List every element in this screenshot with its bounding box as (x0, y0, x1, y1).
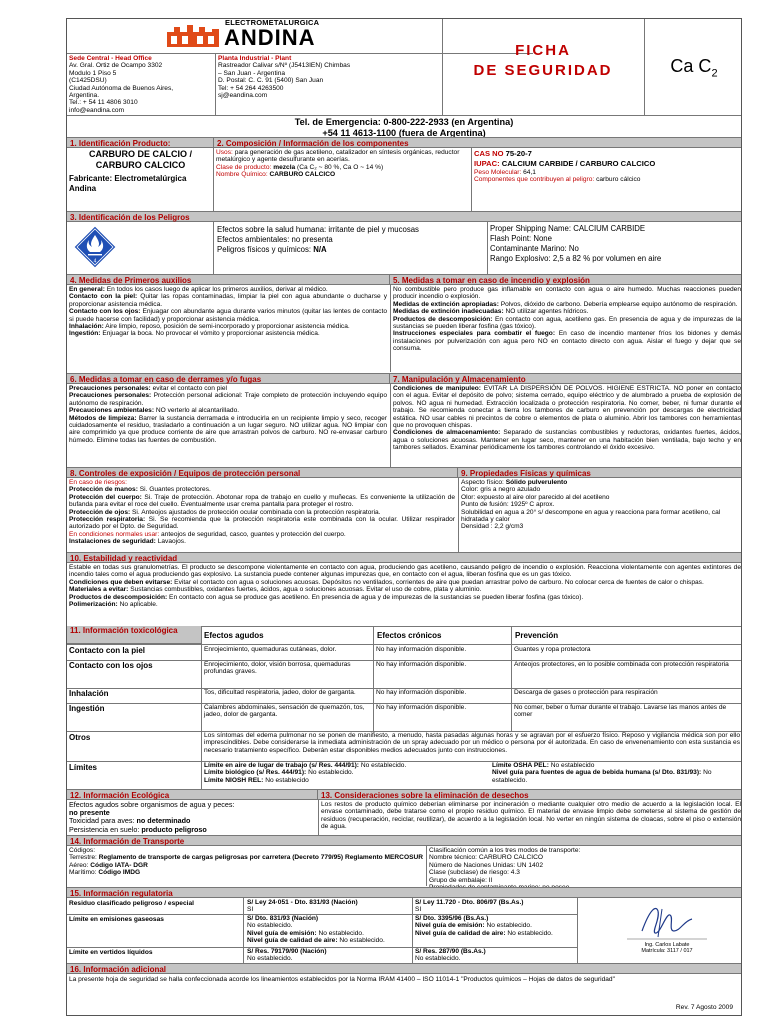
formula-subscript: 2 (711, 67, 718, 80)
first-aid-item-4 (69, 330, 387, 337)
stability-item-value: Evitar el contacto con agua o soluciones acuosas. Depósitos no ventilados, corrientes de aire que puedan arrastrar polvo de carburo. No colocar cerca de fuentes de calor o chispas. (174, 578, 704, 586)
fabricante-label: Fabricante: (69, 174, 113, 183)
componentes-value: carburo cálcico (596, 176, 641, 184)
peso-value: 64,1 (523, 169, 536, 176)
reg-vertidos-label: Límite en vertidos líquidos (69, 949, 153, 956)
terrestre-value: Reglamento de transporte de cargas peligrosas por carretera (Decreto 779/95) Reglamento MERCOSUR (98, 854, 423, 862)
limit-left-value: No establecido. (360, 762, 407, 769)
exposure-controls-body (69, 479, 455, 551)
sede-label: Sede Central - Head Office (69, 55, 152, 62)
transport-line-2: Número de Naciones Unidas: UN 1402 (429, 861, 543, 869)
protection-item-label: Protección respiratoria: (69, 516, 146, 524)
cas-label: CAS NO (474, 149, 504, 158)
stability-item-value: No aplicable. (119, 601, 158, 609)
spill-item-value: evitar el contacto con piel (152, 385, 227, 392)
col-agudos: Efectos agudos (204, 631, 264, 640)
fabricante-value: Electrometalúrgica Andina (69, 174, 187, 193)
sede-line-6: info@eandina.com (69, 106, 125, 114)
handling-item-label: Condiciones de manipuleo: (393, 385, 481, 392)
first-aid-item-0 (69, 286, 387, 293)
property-line-2: Punto de fusión: 1925º C aprox. (461, 501, 555, 509)
section-2-header: 2. Composición / Información de los componentes (213, 137, 741, 148)
protection-item-0 (69, 486, 455, 493)
first-aid-item-value: Quitar las ropas contaminadas, limpiar la piel con agua abundante o ducharse y proporcionar asistencia médica. (69, 293, 387, 308)
limit-right-label: Límite OSHA PEL: (492, 762, 549, 769)
section-10-header: 10. Estabilidad y reactividad (67, 552, 741, 563)
reg-vertidos-bsas: S/ Res. 287/90 (Bs.As.) No establecido. (415, 948, 486, 963)
otros-label: Otros (69, 733, 91, 742)
protection-item-label: Protección del cuerpo: (69, 493, 142, 501)
stability-item-3 (69, 601, 741, 608)
ecology-value: producto peligroso (141, 824, 207, 834)
fire-item-0 (393, 286, 741, 301)
spill-item-0 (69, 385, 387, 392)
stability-item-label: Polimerización: (69, 601, 118, 609)
fire-item-label: Instrucciones especiales para combatir el fuego: (393, 330, 556, 338)
additional-info-text: La presente hoja de seguridad se halla confeccionada acorde los lineamientos establecidos por la Norma IRAM 41400 – ISO 11014-1 "Productos químicos – Hojas de datos de seguridad" (69, 976, 615, 983)
fire-item-label: Productos de descomposición: (393, 315, 493, 323)
limit-right-1 (492, 769, 740, 784)
logo (167, 19, 357, 53)
limit-right-value: No establecido (550, 762, 595, 769)
hazard-diamond-icon (73, 225, 117, 269)
reg-emisiones-bsas: S/ Dto. 3395/96 (Bs.As.) Nivel guía de emisión: No establecido. Nivel guía de calidad de aire: No establecido. (415, 915, 553, 937)
logo-company: ANDINA (224, 25, 316, 50)
handling-item-value: EVITAR LA DISPERSIÓN DE POLVOS. HIGIENE ESTRICTA. NO poner en contacto con el agua. Evitar el depósito de polvo; sistema cerrado, equipo eléctrico y de alumbrado a prueba de explosión de polvos. NO agua ni humedad. Extracción localizada o protección respiratoria. No comer, beber, ni fumar durante el trabajo. Se recomienda conectar a tierra los tambores de carburo en prevención por descargas de electricidad estática. NO usar cables ni precintos de cobre o elementos de plata o aluminio. Abrir los tambores con herramientas que no provoquen chispas. (393, 385, 742, 430)
limit-right-value: No establecido. (492, 769, 712, 784)
reg-residuo-bsas: S/ Ley 11.720 - Dto. 806/97 (Bs.As.) SI (415, 899, 524, 914)
physical-properties-body (461, 479, 741, 551)
nombre-value: CARBURO CALCICO (269, 171, 336, 179)
fire-item-2 (393, 308, 741, 315)
formula-main: Ca C (670, 56, 712, 76)
limit-left-label: Límite NIOSH REL: (204, 776, 264, 784)
stability-body (69, 564, 741, 624)
clase-label: Clase de producto: (216, 163, 272, 171)
transport-line-4: Grupo de embalaje: II (429, 876, 493, 884)
section-9-header: 9. Propiedades Físicas y químicas (457, 467, 741, 478)
planta-label: Planta Industrial - Plant (218, 55, 292, 62)
instalaciones-label: Instalaciones de seguridad: (69, 538, 156, 546)
effect-physical-value: N/A (313, 245, 327, 254)
first-aid-body (69, 286, 387, 370)
first-aid-item-value: Aire limpio, reposo, posición de semi-incorporado y proporcionar asistencia médica. (105, 323, 350, 331)
limit-left-label: Límite biológico (s/ Res. 444/91): (204, 769, 307, 777)
planta-line-2: D. Postal: C. C. 91 (5400) San Juan (218, 77, 324, 85)
fire-item-value: En contacto con agua, acetileno gas. En presencia de agua y de impurezas de la sustancias se pueden liberar fosfina (gas tóxico). (393, 315, 741, 331)
stability-item-label: Materiales a evitar: (69, 586, 129, 594)
svg-text:4: 4 (93, 258, 97, 265)
limit-left-value: No establecido (265, 776, 309, 784)
iupac-value: CALCIUM CARBIDE / CARBURO CALCICO (501, 159, 656, 168)
logo-mark (167, 23, 219, 47)
signature-caption (607, 942, 727, 954)
reg-emisiones-label: Límite en emisiones gaseosas (69, 916, 164, 923)
limit-left-2 (204, 777, 490, 784)
sede-line-1: Modulo 1 Piso 5 (69, 69, 117, 77)
spill-item-label: Precauciones personales: (69, 392, 152, 400)
first-aid-item-label: Contacto con la piel: (69, 293, 138, 301)
stability-item-value: En contacto con agua se produce gas acetileno. En presencia de agua y de impurezas de la sustancias se pueden liberar fosfina (gas tóxico). (169, 593, 584, 601)
logo-company-top: ELECTROMETALURGICA (225, 18, 320, 27)
limit-left-label: Límite en aire de lugar de trabajo (s/ Res. 444/91): (204, 762, 360, 769)
property-line-1: Olor: expuesto al aire olor parecido al del acetileno (461, 493, 610, 501)
spill-item-label: Métodos de limpieza: (69, 414, 137, 422)
fire-item-value: NO utilizar agentes hídricos. (505, 308, 589, 316)
reg-residuo-label: Residuo clasificado peligroso / especial (69, 900, 194, 907)
section-6-header: 6. Medidas a tomar en caso de derrames y/o fugas (67, 373, 389, 384)
fire-item-value: En caso de incendio mantener fríos los bidones y demás instalaciones por pulverización con agua pero NO en contacto directo con agua. Aislar el fuego y dejar que se consuma. (393, 330, 742, 353)
aspecto-value: Sólido pulverulento (505, 479, 568, 486)
ecology-label: no presente (69, 808, 110, 818)
handling-item-value: Separado de sustancias combustibles y reductoras, oxidantes fuertes, ácidos, agua o soluciones acuosas. Mantener en lugar seco, mantener en una habitación bien ventilada, bajo techo y en tambores sellados. Examinar periódicamente los tambores controlando el óxido excesivo. (393, 429, 741, 452)
maritimo-label: Marítimo: (69, 869, 97, 877)
planta-block (218, 55, 390, 115)
first-aid-item-label: Inhalación: (69, 323, 104, 331)
sede-line-0: Av. Gral. Ortiz de Ocampo 3302 (69, 62, 163, 70)
fire-measures-body (393, 286, 741, 370)
limites-label: Límites (69, 763, 98, 772)
shipping-info (490, 224, 742, 272)
emergency-line-1: Tel. de Emergencia: 0-800-222-2933 (en Argentina) (294, 117, 514, 127)
first-aid-item-value: En todos los casos luego de aplicar los primeros auxilios, derivar al médico. (106, 286, 328, 293)
effect-physical: Peligros físicos y químicos: (217, 245, 312, 254)
codigos-label: Códigos: (69, 847, 96, 854)
col-cronicos: Efectos crónicos (377, 631, 442, 640)
limites-left (204, 762, 490, 788)
fire-item-label: Medidas de extinción inadecuadas: (393, 308, 504, 316)
sheet-title (443, 41, 643, 91)
sede-line-5: Tel.: + 54 11 4806 3010 (69, 99, 138, 107)
section-16-header: 16. Información adicional (67, 963, 741, 974)
planta-line-4: sj@eandina.com (218, 92, 268, 100)
handling-storage-body (393, 385, 741, 465)
sede-line-2: (C1425DSU) (69, 77, 107, 85)
spill-item-value: Protección personal adicional: Traje completo de protección incluyendo equipo autónomo de respiración. (69, 392, 387, 407)
limit-right-label: Nivel guía para fuentes de agua de bebida humana (s/ Dto. 831/93): (492, 769, 702, 777)
clase-value: mezcla (273, 163, 296, 171)
planta-line-1: – San Juan - Argentina (218, 69, 286, 77)
spill-item-label: Precauciones ambientales: (69, 407, 155, 415)
protection-item-2 (69, 509, 455, 516)
reg-residuo-nacion: S/ Ley 24·051 - Dto. 831/93 (Nación) SI (247, 899, 358, 914)
section-1-header: 1. Identificación Producto: (67, 137, 213, 148)
fire-item-1 (393, 301, 741, 308)
limit-left-value: No establecido. (308, 769, 354, 777)
disposal-text: Los restos de producto químico deberían eliminarse por incineración o mediante cualquier otro medio de acuerdo a la legislación local. El envase contaminado, debe tratarse como el propio residuo químico. El material de envase limpio debe someterse al sistema de gestión de residuos (recuperación, reciclar, reutilizar), de acuerdo a la legislación local. No verter en ningún sistema de cloacas, sobre el piso o extensión de agua. (321, 801, 741, 831)
transport-classification (429, 847, 741, 885)
composition-right (474, 149, 742, 209)
handling-item-1 (393, 429, 741, 451)
flash-point: Flash Point: None (490, 234, 552, 243)
protection-item-value: Si. Anteojos ajustados de protección ocular combinada con la protección respiratoria. (132, 508, 381, 516)
aspecto-label: Aspecto físico: (461, 479, 504, 486)
handling-item-0 (393, 385, 741, 429)
fire-item-4 (393, 330, 741, 352)
sede-block (69, 55, 214, 115)
section-12-header: 12. Información Ecológica (67, 789, 317, 800)
protection-item-1 (69, 494, 455, 509)
ecology-value: no determinado (136, 816, 191, 826)
handling-item-label: Condiciones de almacenamiento: (393, 429, 501, 437)
spill-measures-body (69, 385, 387, 465)
title-line-1: FICHA (515, 42, 571, 59)
stability-item-label: Productos de descomposición: (69, 593, 168, 601)
first-aid-item-label: Contacto con los ojos: (69, 308, 141, 316)
instalaciones-value: Lavaojos. (157, 538, 186, 546)
normales-value: anteojos de seguridad, casco, guantes y protección del cuerpo. (161, 530, 346, 538)
protection-item-label: Protección de manos: (69, 486, 138, 494)
aereo-value: Código IATA- DGR (90, 861, 148, 869)
shipping-name: Proper Shipping Name: CALCIUM CARBIDE (490, 224, 646, 233)
iupac-label: IUPAC: (474, 159, 500, 168)
protection-item-value: Si. Se recomienda que la protección respiratoria este combinada con la ocular. Utilizar respirador autorizado por el Dpto. de Seguridad. (69, 516, 456, 531)
section-15-header: 15. Información regulatoria (67, 887, 741, 898)
fire-item-value: No combustible pero produce gas inflamable en contacto con agua o aire humedo. Muchas reacciones pueden producir incendio o explosión. (393, 286, 741, 301)
chemical-formula (645, 55, 743, 85)
fire-item-value: Polvos, dióxido de carbono. Debería emplearse equipo autónomo de respiración. (500, 300, 738, 308)
section-7-header: 7. Manipulación y Almacenamiento (389, 373, 741, 384)
section-8-header: 8. Controles de exposición / Equipos de protección personal (67, 467, 457, 478)
signature-matricula: Matrícula: 3117 / 017 (641, 948, 693, 955)
property-line-0: Color: gris a negro azulado (461, 486, 541, 494)
aereo-label: Aéreo: (69, 861, 89, 869)
property-line-3: Solubilidad en agua a 20° s/ descompone en agua y reacciona para formar acetileno, cal hidratada y calor (461, 508, 721, 524)
otros-text: Los síntomas del edema pulmonar no se ponen de manifiesto, a menudo, hasta pasadas algunas horas y se agravan por el esfuerzo físico. Reposo y vigilancia médica son por ello imprescindibles. Debe considerarse la inmediata administración de un spray adecuado por un médico o persona por él autorizada. En caso de envenenamiento con esta sustancia es necesario tratamiento específico. Deberán estar disponibles medios adecuados junto con instrucciones. (204, 732, 740, 754)
stability-intro: Estable en todas sus granulometrías. El producto se descompone violentamente en contacto con agua, produciendo gas acetileno, causando peligro de incendio o explosión. Reacciona violentamente con agentes extintores de incendio tales como el agua produciendo gas explosivo. La sustancia puede contener algunas impurezas que, en contacto con el agua, liberan fosfina que es un gas tóxico. (69, 564, 741, 579)
signature-name: Ing. Carlos Labate (644, 942, 690, 948)
first-aid-item-value: Enjuagar con abundante agua durante varios minutos (quitar las lentes de contacto si puede hacerse con facilidad) y proporcionar asistencia médica. (69, 308, 387, 323)
spill-item-value: NO verterlo al alcantarillado. (155, 407, 240, 415)
sede-line-4: Argentina. (69, 92, 100, 100)
spill-item-label: Precauciones personales: (69, 385, 151, 392)
first-aid-item-label: Ingestión: (69, 330, 101, 338)
riesgo-label: En caso de riesgos: (69, 479, 127, 486)
limit-right-0 (492, 762, 740, 769)
first-aid-item-label: En general: (69, 286, 105, 293)
protection-item-label: Protección de ojos: (69, 508, 131, 516)
first-aid-item-3 (69, 323, 387, 330)
terrestre-label: Terrestre: (69, 854, 97, 862)
explosive-range: Rango Explosivo: 2,5 a 82 % por volumen en aire (490, 254, 662, 263)
safety-data-sheet: ELECTROMETALURGICA ANDINA Sede Central - Head Office Av. Gral. Ortiz de Ocampo 3302 Modulo 1 Piso 5 (C1425DSU) Ciudad Autónoma de Buenos Aires, Argentina. Tel.: + 54 11 4806 3010 info@eandina.com Planta Industrial - Plant Rastreador Calivar s/Nº (J5413IEN) Chimbas – San Juan - Argentina D. Postal: C. C. 91 (5400) San Juan Tel: + 54 264 4263500 sj@eandina.com FICHA DE SEGURIDAD Ca $C_2$ Tel. de Emergencia: 0-800-222-2933 (en Argentina) +54 11 4613-1100 (fuera de Argentina) 1. Identificación Producto: 2. Composición / Información de los componentes CARBURO DE CALCIO / CARBURO CALCICO Fabricante: Electrometalúrgica Andina Usos: para generación de gas acetileno, catalizador en síntesis orgánicas, reductor metalúrgico y agente desulfurante en acerías. Clase de producto: mezcla (Ca C₂ ~ 80 %, Ca O ~ 14 %) Nombre Químico: CARBURO CALCICO CAS NO 75-20-7 IUPAC: CALCIUM CARBIDE / CARBURO CALCICO Peso Molecular: 64,1 Componentes que contribuyen al peligro: carburo cálcico 3. Identificación de los Peligros 4 Efectos sobre la salud humana: irritante de piel y mucosas Efectos ambientales: no presenta Peligros físicos y químicos: N/A Proper Shipping Name: CALCIUM CARBIDE Flash Point: None Contaminante Marino: No Rango Explosivo: 2,5 a 82 % por volumen en aire 4. Medidas de Primeros auxilios 5. Medidas a tomar en caso de incendio y explosión En general: En todos los casos luego de aplicar los primeros auxilios, derivar al médico. Contacto con la piel: Quitar las ropas contaminadas, limpiar la piel con agua abundante o ducharse y proporcionar asistencia médica. Contacto con los ojos: Enjuagar con abundante agua durante varios minutos (quitar las lentes de contacto si puede hacerse con facilidad) y proporcionar asistencia médica. Inhalación: Aire limpio, reposo, posición de semi-incorporado y proporcionar asistencia médica. Ingestión: Enjuagar la boca. No provocar el vómito y proporcionar asistencia médica. No combustible pero produce gas inflamable en contacto con agua o aire humedo. Muchas reacciones pueden producir incendio o explosión. Medidas de extinción apropiadas: Polvos, dióxido de carbono. Debería emplearse equipo autónomo de respiración. Medidas de extinción inadecuadas: NO utilizar agentes hídricos. Productos de descomposición: En contacto con agua, acetileno gas. En presencia de agua y de impurezas de la sustancias se pueden liberar fosfina (gas tóxico). Instrucciones especiales para combatir el fuego: En caso de incendio mantener fríos los bidones y demás instalaciones por pulverización con agua pero NO en contacto directo con agua. Aislar el fuego y dejar que se consuma. 6. Medidas a tomar en caso de derrames y/o fugas 7. Manipulación y Almacenamiento Precauciones personales: evitar el contacto con piel Precauciones personales: Protección personal adicional: Traje completo de protección incluyendo equipo autónomo de respiración. Precauciones ambientales: NO verterlo al alcantarillado. Métodos de limpieza: Barrer la sustancia derramada e introducirla en un recipiente limpio y seco, recoger cuidadosamente el residuo, trasladarlo a continuación a un lugar seguro. NO utilizar agua. NO limpiar con aire comprimido ya que produce corriente de aire que arrastran polvos de carburo. NO re-envasar carburo húmedo. Elimine todas las fuentes de combustión. Condiciones de manipuleo: EVITAR LA DISPERSIÓN DE POLVOS. HIGIENE ESTRICTA. NO poner en contacto con el agua. Evitar el depósito de polvo; sistema cerrado, equipo eléctrico y de alumbrado a prueba de explosión de polvos. NO agua ni humedad. Extracción localizada o protección respiratoria. No comer, beber, ni fumar durante el trabajo. Se recomienda conectar a tierra los tambores de carburo en prevención por descargas de electricidad estática. NO usar cables ni precintos de cobre o elementos de plata o aluminio. Abrir los tambores con herramientas que no provoquen chispas. Condiciones de almacenamiento: Separado de sustancias combustibles y reductoras, oxidantes fuertes, ácidos, agua o soluciones acuosas. Mantener en lugar seco, mantener en una habitación bien ventilada, bajo techo y en tambores sellados. Examinar periódicamente los tambores controlando el óxido excesivo. 8. Controles de exposición / Equipos de protección personal 9. Propiedades Físicas y químicas En caso de riesgos: Protección de manos: Si. Guantes protectores. Protección del cuerpo: Si. Traje de protección. Abotonar ropa de trabajo en cuello y muñecas. Es conveniente la utilización de bufanda para evitar el roce del cuello. Eventualmente usar crema pantalla para proteger el rostro. Protección de ojos: Si. Anteojos ajustados de protección ocular combinada con la protección respiratoria. Protección respiratoria: Si. Se recomienda que la protección respiratoria este combinada con la ocular. Utilizar respirador autorizado por el Dpto. de Seguridad. En condiciones normales usar: anteojos de seguridad, casco, guantes y protección del cuerpo. Instalaciones de seguridad: Lavaojos. Aspecto físico: Sólido pulverulento Color: gris a negro azulado Olor: expuesto al aire olor parecido al del acetileno Punto de fusión: 1925º C aprox. Solubilidad en agua a 20° s/ descompone en agua y reacciona para formar acetileno, cal hidratada y calor Densidad : 2,2 g/cm3 10. Estabilidad y reactividad Estable en todas sus granulometrías. El producto se descompone violentamente en contacto con agua, produciendo gas acetileno, causando peligro de incendio o explosión. Reacciona violentamente con agentes extintores de incendio tales como el agua produciendo gas explosivo. La sustancia puede contener algunas impurezas que, en contacto con el agua, liberan fosfina que es un gas tóxico. Condiciones que deben evitarse: Evitar el contacto con agua o soluciones acuosas. Depósitos no ventilados, corrientes de aire que puedan arrastrar polvo de carburo. No colocar cerca de fuentes de calor o chispas. Materiales a evitar: Sustancias combustibles, oxidantes fuertes, ácidos, agua o soluciones acuosas. Evitar el uso de cobre, plata y aluminio. Productos de descomposición: En contacto con agua se produce gas acetileno. En presencia de agua y de impurezas de la sustancias se pueden liberar fosfina (gas tóxico). Polimerización: No aplicable. 11. Información toxicológica Efectos agudos Efectos crónicos Prevención Contacto con la piel Enrojecimiento, quemaduras cutáneas, dolor. No hay información disponible. Guantes y ropa protectora Contacto con los ojos Enrojecimiento, dolor, visión borrosa, quemaduras profundas graves. No hay información disponible. Anteojos protectores, en lo posible combinada con protección respiratoria Inhalación Tos, dificultad respiratoria, jadeo, dolor de garganta. No hay información disponible. Descarga de gases o protección para respiración Ingestión Calambres abdominales, sensación de quemazón, tos, jadeo, dolor de garganta. No hay información disponible. No comer, beber o fumar durante el trabajo. Lavarse las manos antes de comer Otros Los síntomas del edema pulmonar no se ponen de manifiesto, a menudo, hasta pasadas algunas horas y se agravan por el esfuerzo físico. Reposo y vigilancia médica son por ello imprescindibles. Debe considerarse la inmediata administración de un spray adecuado por un médico o persona por él autorizada. En caso de envenenamiento con esta sustancia es necesario tratamiento específico. Deberán estar disponibles medios adecuados junto con instrucciones. Límites Límite en aire de lugar de trabajo (s/ Res. 444/91): No establecido. Límite biológico (s/ Res. 444/91): No establecido. Límite NIOSH REL: No establecido Límite OSHA PEL: No establecido Nivel guía para fuentes de agua de bebida humana (s/ Dto. 831/93): No establecido. 12. Información Ecológica 13. Consideraciones sobre la eliminación de desechos Efectos agudos sobre organismos de agua y peces: no presente Toxicidad para aves: no determinado Persistencia en suelo: producto peligroso Los restos de producto químico deberían eliminarse por incineración o mediante cualquier otro medio de acuerdo a la legislación local. El envase contaminado, debe tratarse como el propio residuo químico. El material de envase limpio debe someterse al sistema de gestión de residuos (recuperación, reciclar, reutilizar), de acuerdo a la legislación local. No verter en ningún sistema de cloacas, sobre el piso o extensión de agua. 14. Información de Transporte Códigos: Terrestre: Reglamento de transporte de cargas peligrosas por carretera (Decreto 779/95) Reglamento MERCOSUR Aéreo: Código IATA- DGR Marítimo: Código IMDG Clasificación común a los tres modos de transporte: Nombre técnico: CARBURO CALCICO Número de Naciones Unidas: UN 1402 Clase (subclase) de riesgo: 4.3 Grupo de embalaje: II 15. Información regulatoria Residuo clasificado peligroso / especial S/ Ley 24·051 - Dto. 831/93 (Nación) SI S/ Ley 11.720 - Dto. 806/97 (Bs.As.) SI Límite en emisiones gaseosas S/ Dto. 831/93 (Nación) No establecido. Nivel guía de emisión: No establecido. Nivel guía de calidad de aire: No establecido. S/ Dto. 3395/96 (Bs.As.) Nivel guía de emisión: No establecido. Nivel guía de calidad de aire: No establecido. Límite en vertidos líquidos S/ Res. 79179/90 (Nación) No establecido. S/ Res. 287/90 (Bs.As.) No establecido. Ing. Carlos Labate Matrícula: 3117 / 017 16. Información adicional La presente hoja de seguridad se halla confeccionada acorde los lineamientos establecidos por la Norma IRAM 41400 – ISO 11014-1 "Productos químicos – Hojas de datos de seguridad" Rev. 7 Agosto 2009 (66, 18, 742, 1016)
section-5-header: 5. Medidas a tomar en caso de incendio y explosión (389, 274, 741, 285)
stability-item-0 (69, 579, 741, 586)
spill-item-value: Barrer la sustancia derramada e introducirla en un recipiente limpio y seco, recoger cuidadosamente el residuo, trasladarlo a continuación a un lugar seguro. NO utilizar agua. NO limpiar con aire comprimido ya que produce corriente de aire que arrastran polvos de carburo. NO re-envasar carburo húmedo. Elimine todas las fuentes de combustión. (69, 414, 387, 444)
nombre-label: Nombre Químico: (216, 171, 268, 179)
revision-date: Rev. 7 Agosto 2009 (675, 1004, 733, 1011)
section-3-header: 3. Identificación de los Peligros (67, 211, 741, 222)
reg-vertidos-nacion: S/ Res. 79179/90 (Nación) No establecido. (247, 948, 327, 963)
protection-item-value: Si. Traje de protección. Abotonar ropa de trabajo en cuello y muñecas. Es conveniente la utilización de bufanda para evitar el roce del cuello. Eventualmente usar crema pantalla para proteger el rostro. (69, 493, 455, 509)
ecology-line-3 (69, 826, 315, 834)
transport-line-3: Clase (subclase) de riesgo: 4.3 (429, 869, 520, 877)
usos-value: para generación de gas acetileno, catalizador en síntesis orgánicas, reductor metalúrgico y agente desulfurante en acerías. (216, 149, 460, 164)
section-13-header: 13. Consideraciones sobre la eliminación de desechos (317, 789, 741, 800)
stability-item-2 (69, 594, 741, 601)
ecology-label: Persistencia en suelo: (69, 824, 140, 834)
ecology-body (69, 801, 315, 833)
product-name: CARBURO DE CALCIO / CARBURO CALCICO (89, 149, 192, 170)
ecology-label: Efectos agudos sobre organismos de agua y peces: (69, 800, 235, 809)
fire-item-3 (393, 316, 741, 331)
spill-item-2 (69, 407, 387, 414)
usos-label: Usos: (216, 149, 233, 156)
stability-item-value: Sustancias combustibles, oxidantes fuertes, ácidos, agua o soluciones acuosas. Evitar el uso de cobre, plata y aluminio. (130, 586, 482, 594)
limit-left-1 (204, 769, 490, 776)
protection-item-3 (69, 516, 455, 531)
peso-label: Peso Molecular: (474, 169, 522, 176)
composition-left (216, 149, 468, 209)
marine-pollutant: Contaminante Marino: No (490, 244, 579, 253)
clase-extra: (Ca C₂ ~ 80 %, Ca O ~ 14 %) (297, 163, 384, 171)
first-aid-item-value: Enjuagar la boca. No provocar el vómito y proporcionar asistencia médica. (102, 330, 320, 338)
sede-line-3: Ciudad Autónoma de Buenos Aires, (69, 84, 174, 92)
section-14-header: 14. Información de Transporte (67, 835, 741, 846)
normales-label: En condiciones normales usar: (69, 530, 160, 538)
transport-line-0: Clasificación común a los tres modos de transporte: (429, 847, 581, 854)
stability-item-label: Condiciones que deben evitarse: (69, 578, 173, 586)
maritimo-value: Código IMDG (98, 869, 141, 877)
limit-left-0 (204, 762, 490, 769)
spill-item-3 (69, 415, 387, 445)
spill-item-1 (69, 392, 387, 407)
emergency-phone (67, 117, 741, 138)
property-line-4: Densidad : 2,2 g/cm3 (461, 523, 524, 531)
first-aid-item-1 (69, 293, 387, 308)
fire-item-label: Medidas de extinción apropiadas: (393, 300, 499, 308)
protection-item-value: Si. Guantes protectores. (139, 486, 211, 494)
limites-right (492, 762, 740, 788)
hazard-effects (217, 225, 485, 273)
componentes-label: Componentes que contribuyen al peligro: (474, 176, 595, 184)
title-line-2: DE SEGURIDAD (473, 62, 613, 79)
stability-item-1 (69, 586, 741, 593)
planta-line-0: Rastreador Calivar s/Nº (J5413IEN) Chimbas (218, 62, 351, 70)
section-4-header: 4. Medidas de Primeros auxilios (67, 274, 389, 285)
section-11-header: 11. Información toxicológica (67, 626, 201, 644)
cas-value: 75-20-7 (505, 149, 532, 158)
effect-environment: Efectos ambientales: no presenta (217, 235, 333, 244)
product-identification (69, 149, 212, 209)
transport-codes (69, 847, 424, 883)
transport-line-1: Nombre técnico: CARBURO CALCICO (429, 854, 543, 862)
emergency-line-2: +54 11 4613-1100 (fuera de Argentina) (322, 127, 486, 138)
planta-line-3: Tel: + 54 264 4263500 (218, 84, 284, 92)
reg-emisiones-nacion: S/ Dto. 831/93 (Nación) No establecido. Nivel guía de emisión: No establecido. Nivel guía de calidad de aire: No establecido. (247, 915, 385, 945)
effect-health: Efectos sobre la salud humana: irritante de piel y mucosas (217, 225, 419, 234)
col-prevencion: Prevención (515, 631, 559, 640)
first-aid-item-2 (69, 308, 387, 323)
signature (622, 901, 712, 941)
ecology-label: Toxicidad para aves: (69, 816, 135, 826)
